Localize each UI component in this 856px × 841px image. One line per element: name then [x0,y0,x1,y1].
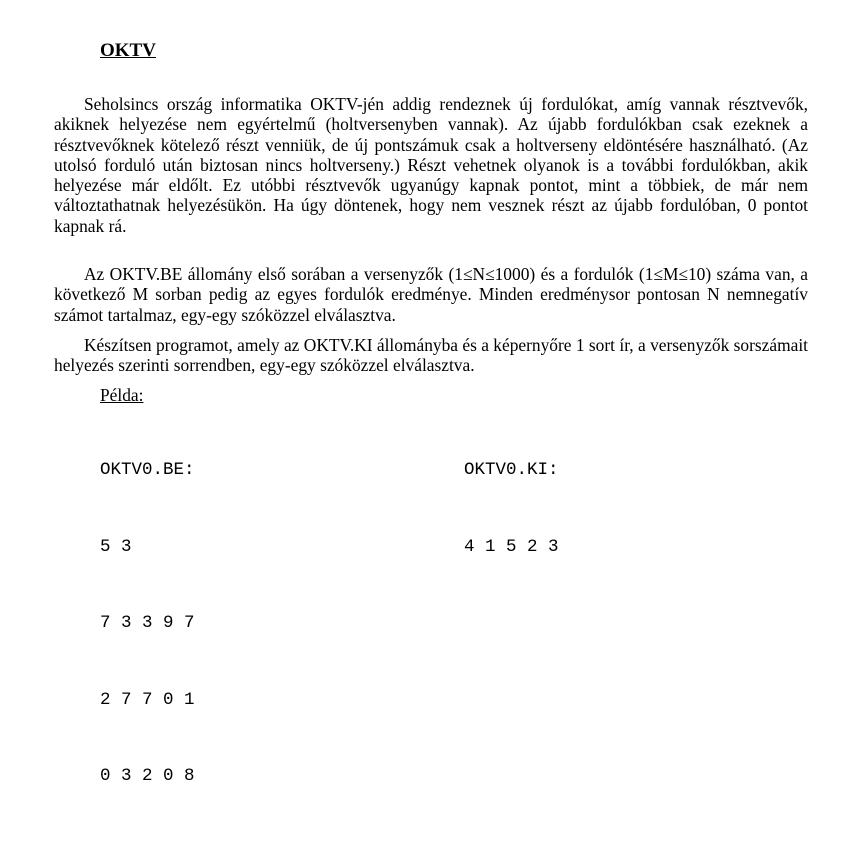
problem-description-paragraph: Seholsincs ország informatika OKTV-jén addig rendeznek új fordulókat, amíg vannak résztvevők, akiknek helyezése nem egyértelmű (holtversenyben vannak). Az újabb fordulókban csak ezeknek a résztvevőknek kötelező részt venniük, de új pontszámuk csak a holtverseny eldöntésére használható. (Az utolsó forduló után biztosan nincs holtverseny.) Részt vehetnek olyanok is a további fordulókban, akik helyezése már eldőlt. Ez utóbbi résztvevők ugyanúgy kapnak pontot, mint a többiek, de már nem változtathatnak helyezésükön. Ha úgy döntenek, hogy nem vesznek részt az újabb fordulóban, 0 pontot kapnak rá. [54,94,808,236]
example-input-filename: OKTV0.BE: [100,460,195,480]
example-label: Példa: [100,385,144,405]
example-input-line: 0 3 2 0 8 [100,766,195,786]
example-output-filename: OKTV0.KI: [464,460,559,480]
example-output-line: 4 1 5 2 3 [464,536,559,557]
example-input-line: 2 7 7 0 1 [100,689,195,710]
document-title: OKTV [100,40,156,61]
example-input-line: 7 3 3 9 7 [100,613,195,633]
output-format-paragraph: Készítsen programot, amely az OKTV.KI állományba és a képernyőre 1 sort ír, a versenyzők sorszámait helyezés szerinti sorrendben, egy-egy szóközzel elválasztva. [54,335,808,376]
example-input-block [100,407,195,841]
example-output-block [464,407,559,611]
document-page [54,0,808,786]
input-format-paragraph: Az OKTV.BE állomány első sorában a versenyzők (1≤N≤1000) és a fordulók (1≤M≤10) száma van, a következő M sorban pedig az egyes fordulók eredménye. Minden eredménysor pontosan N nemnegatív számot tartalmaz, egy-egy szóközzel elválasztva. [54,264,808,325]
example-input-line: 5 3 [100,536,132,557]
